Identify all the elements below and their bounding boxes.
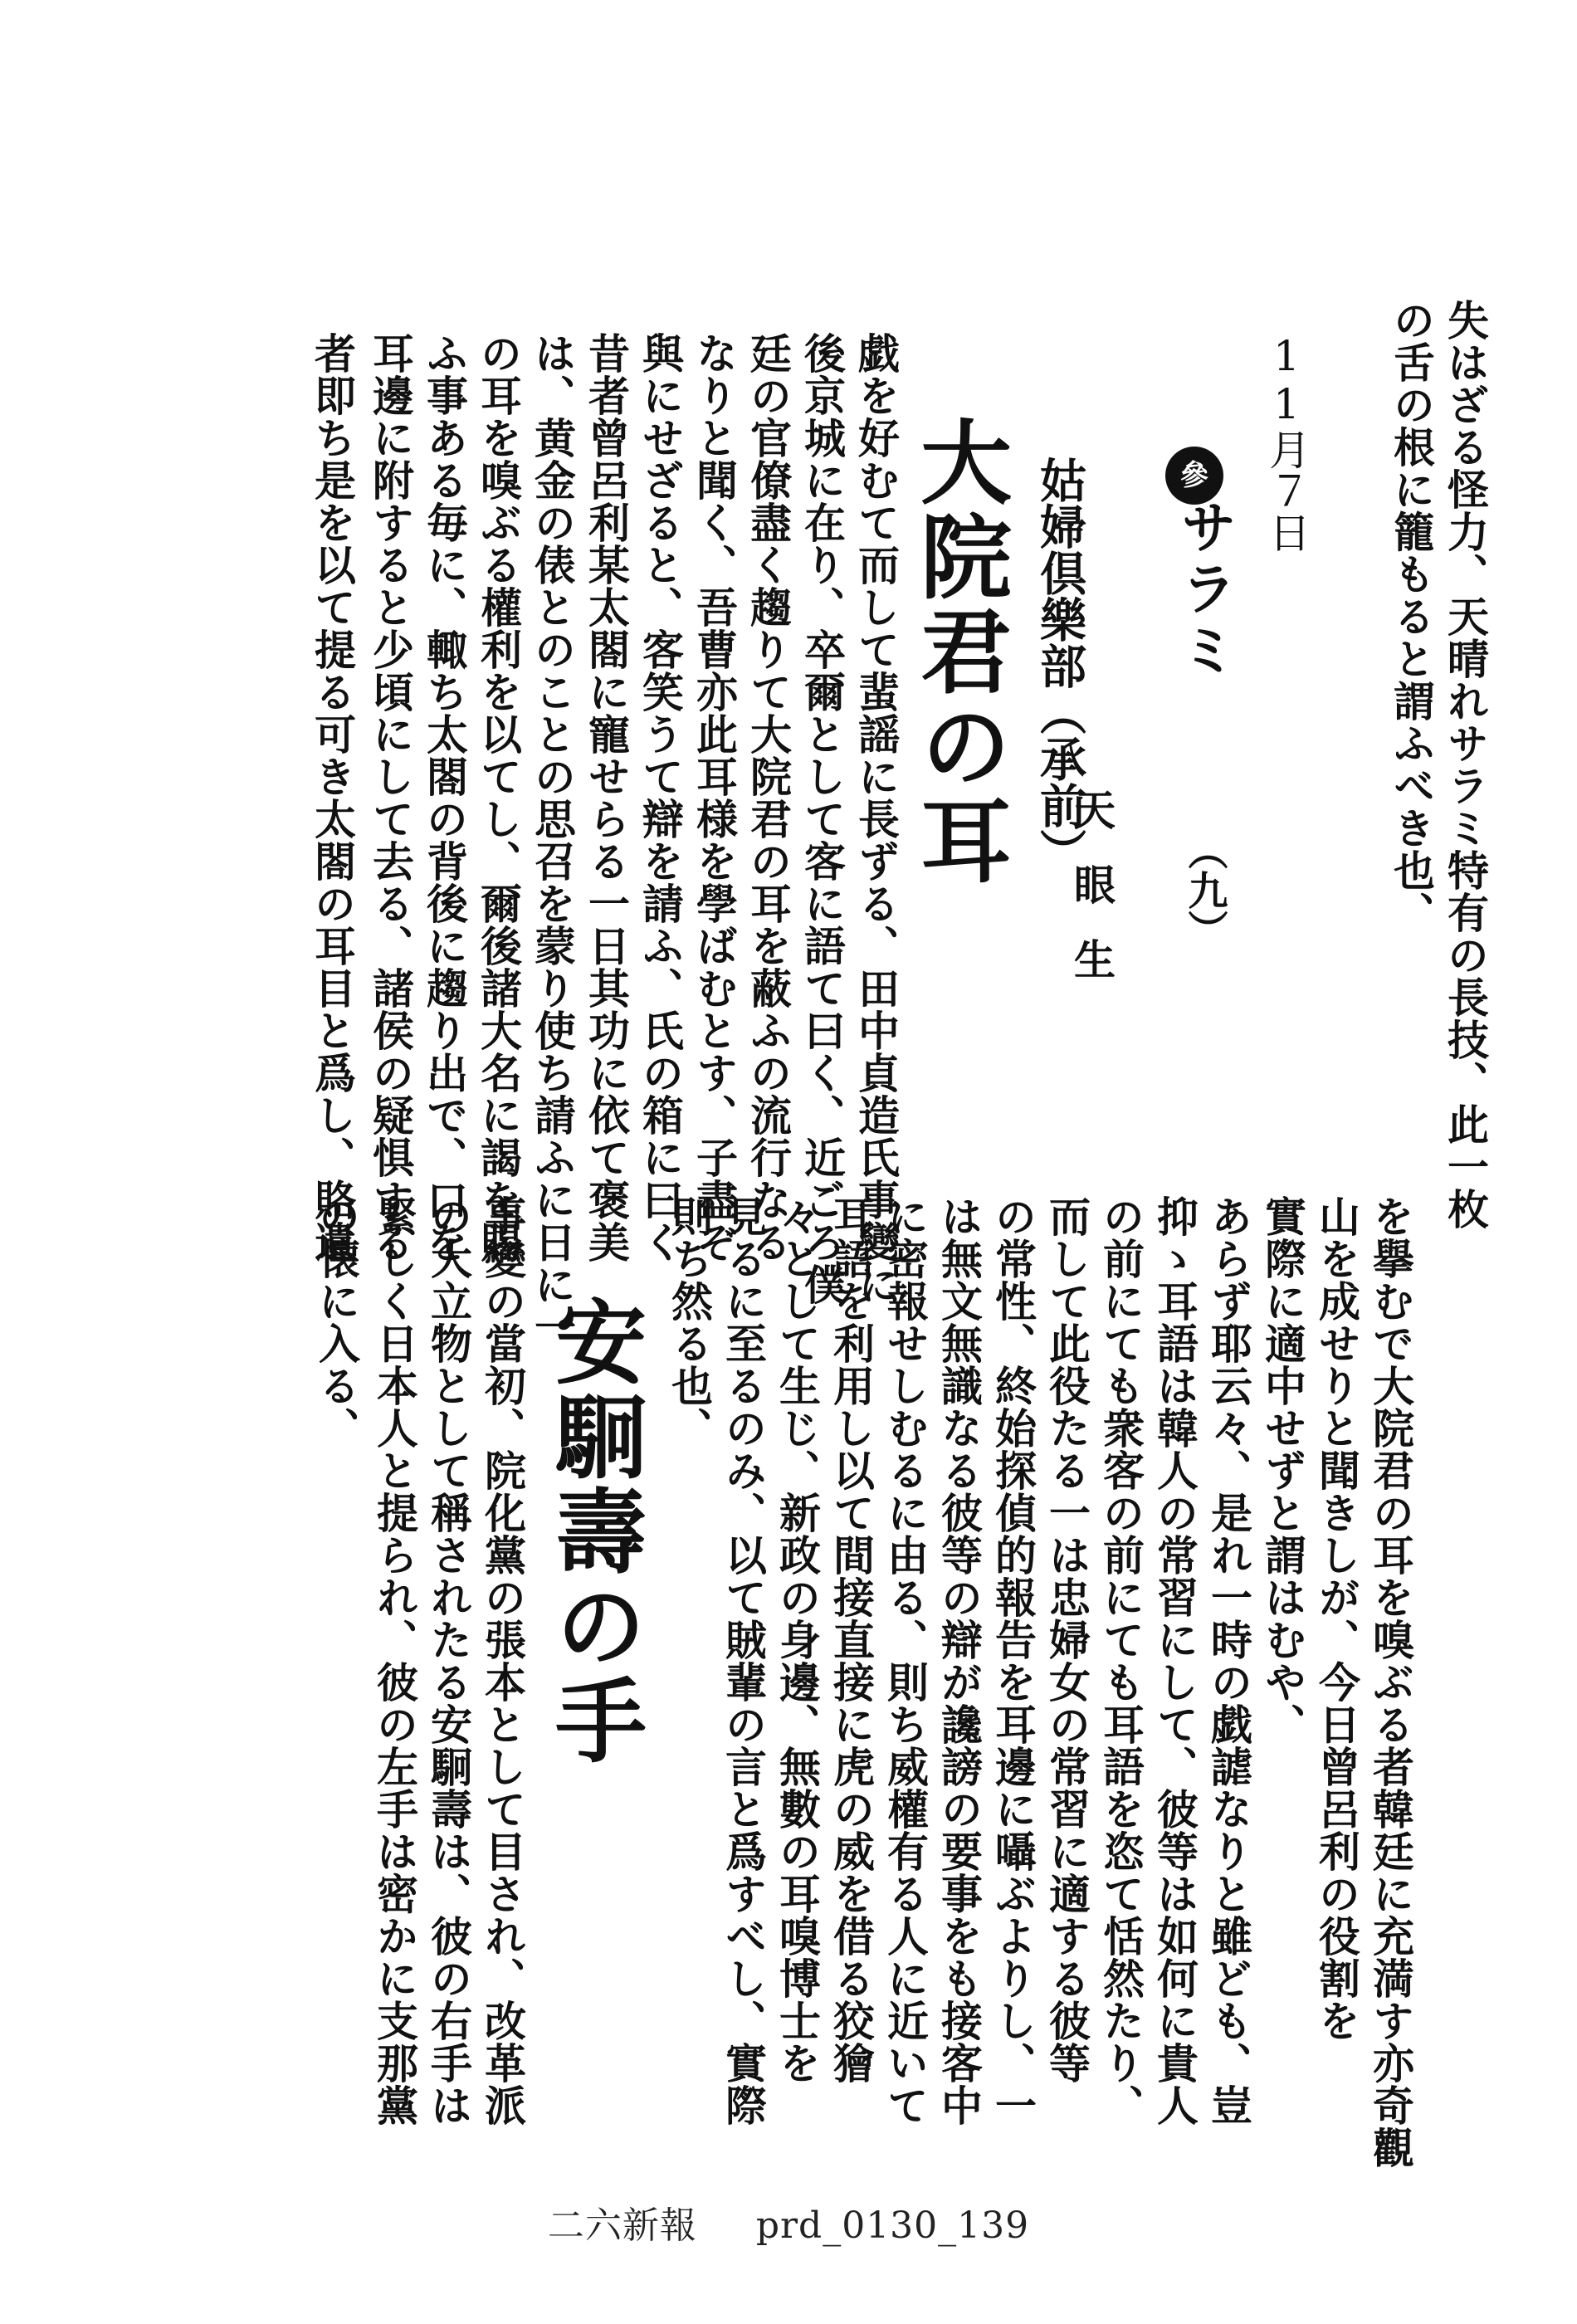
article2-column-5: 抑ゝ耳語は韓人の常習にして、彼等は如何に貴人 [1150, 1195, 1199, 2126]
article2-column-14: 則ち然る也、 [665, 1195, 714, 1449]
article1-column-5: 與にせざると、客笑うて辯を請ふ、氏の箱に曰く [636, 332, 685, 1263]
article1-column-6: 昔者曾呂利某太閤に寵せらる一日其功に依て褒美 [582, 332, 631, 1263]
article1-column-9: ふ事ある毎に、輙ち太閤の背後に趨り出で、口を [420, 332, 469, 1263]
author-byline: 天眼生 [1067, 788, 1116, 1013]
article2-column-13: 見るに至るのみ、以て賊輩の言と爲すべし、實際 [719, 1195, 768, 2126]
article2-column-8: の常性、終始探偵的報告を耳邊に囁ぶよりし、一 [989, 1195, 1038, 2126]
article2-column-3: 實際に適中せずと謂はむや、 [1258, 1195, 1307, 1745]
article1-column-3: 廷の官僚盡く趨りて大院君の耳を蔽ふの流行なる [744, 332, 793, 1263]
series-title: サラミ [1171, 498, 1238, 682]
article1-column-11: 者即ち是を以て提る可き太閤の耳目と爲し、賂遺 [308, 332, 357, 1263]
page-footer [0, 2195, 1577, 2248]
article3-column-2: の大立物として稱されたる安駉壽は、彼の右手は [424, 1195, 473, 2126]
article2-column-2: 山を成せりと聞きしが、今日曾呂利の役割を [1312, 1195, 1361, 2042]
dateline: 11月７日 [1262, 332, 1311, 553]
article1-column-8: の耳を嗅ぶる權利を以てし、爾後諸大名に謁を賜 [474, 332, 523, 1263]
sub-header: 姑婦倶樂部（承前） [1033, 456, 1087, 875]
article1-column-2: 後京城に在り、卒爾として客に語て曰く、近ごろ僕 [798, 332, 847, 1306]
article1-column-4: なりと聞く、吾曹亦此耳様を學ばむとす、子盡ぞ [690, 332, 739, 1263]
article1-column-7: は、黄金の俵とのことの思召を蒙り使ち請ふに日に一 [528, 332, 577, 1348]
article2-column-7: 而して此役たる一は忠婦女の常習に適する彼等 [1042, 1195, 1091, 2084]
article2-column-4: あらず耶云々、是れ一時の戯謔なりと雖ども、豈 [1204, 1195, 1253, 2126]
publication-name: 二六新報 [547, 2204, 697, 2247]
article3-column-3: 緊しく日本人と提られ、彼の左手は密かに支那黨 [370, 1195, 419, 2126]
article2-column-1: を擧むで大院君の耳を嗅ぶる者韓廷に充満す亦奇觀 [1366, 1195, 1415, 2169]
article3-column-4: の懐に入る、 [312, 1195, 361, 1449]
series-logo: 參 [1165, 447, 1223, 505]
document-id: prd_0130_139 [755, 2204, 1030, 2247]
article1-title: 大院君の耳 [906, 415, 1013, 888]
article2-column-11: 耳語を利用し以て間接直接に虎の威を借る狡獪 [827, 1195, 876, 2084]
article1-column-10: 耳邊に附すると少頃にして去る、諸侯の疑惧する [366, 332, 415, 1263]
article2-column-6: の前にても衆客の前にても耳語を恣て恬然たり、 [1096, 1195, 1145, 2126]
article3-column-1: 事變の當初、院化黨の張本として目され、改革派 [478, 1195, 527, 2126]
article2-column-12: 々として生じ、新政の身邊、無數の耳嗅博士を [773, 1195, 822, 2084]
top-column-1: 失はざる怪力、天晴れサラミ特有の長技、此一枚 [1441, 299, 1490, 1230]
article3-title: 安駉壽の手 [540, 1295, 647, 1768]
series-number: （九） [1181, 830, 1228, 950]
article2-column-10: に密報せしむるに由る、則ち威權有る人に近いて [881, 1195, 930, 2126]
top-column-2: の舌の根に籠もると謂ふべき也、 [1387, 299, 1436, 934]
article2-column-9: は無文無識なる彼等の辯が讒謗の要事をも接客中 [935, 1195, 984, 2126]
article1-column-1: 戯を好むて而して蜚謡に長ずる、田中貞造氏事變に [852, 332, 901, 1306]
